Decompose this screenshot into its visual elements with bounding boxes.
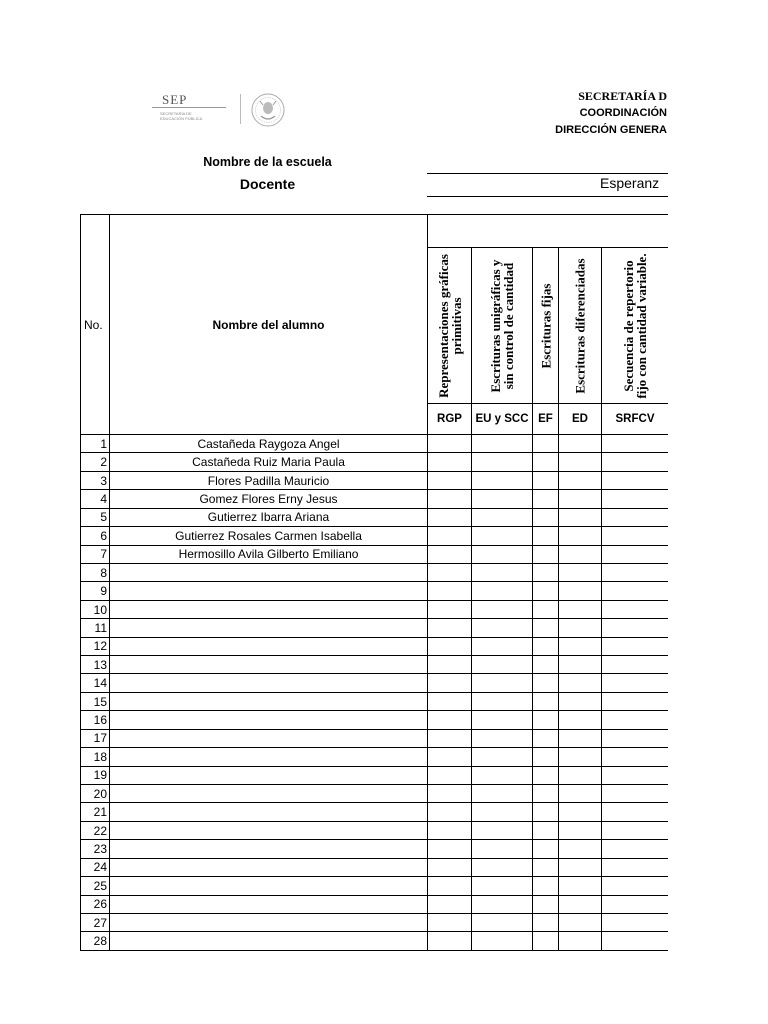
category-header-srfcv: Secuencia de repertorio fijo con cantidad variable. [602, 248, 669, 404]
evaluation-cell[interactable] [559, 711, 602, 729]
evaluation-cell[interactable] [472, 877, 533, 895]
table-row [81, 840, 669, 858]
evaluation-cell[interactable] [428, 656, 472, 674]
row-number: 24 [81, 858, 110, 876]
student-name-cell[interactable] [110, 748, 428, 766]
evaluation-cell[interactable] [533, 803, 559, 821]
evaluation-cell[interactable] [428, 600, 472, 618]
evaluation-cell[interactable] [428, 674, 472, 692]
evaluation-cell[interactable] [428, 766, 472, 784]
teacher-name-value: Esperanz [600, 175, 660, 191]
evaluation-cell[interactable] [533, 840, 559, 858]
category-group-header [428, 215, 669, 248]
row-number: 11 [81, 619, 110, 637]
evaluation-cell[interactable] [533, 766, 559, 784]
evaluation-cell[interactable] [428, 692, 472, 710]
evaluation-cell[interactable] [472, 563, 533, 581]
evaluation-cell[interactable] [602, 527, 669, 545]
evaluation-cell[interactable] [428, 858, 472, 876]
logo-subtitle-line: EDUCACIÓN PÚBLICA [160, 116, 203, 121]
sep-logo-text: SEP [162, 92, 188, 107]
student-evaluation-table [80, 214, 669, 951]
row-number: 1 [81, 435, 110, 453]
table-row [81, 674, 669, 692]
student-name-cell[interactable] [110, 582, 428, 600]
evaluation-cell[interactable] [472, 490, 533, 508]
evaluation-cell[interactable] [602, 563, 669, 581]
table-row [81, 508, 669, 526]
student-name-cell[interactable] [110, 674, 428, 692]
student-name-cell[interactable] [110, 656, 428, 674]
row-number: 27 [81, 913, 110, 931]
student-name-cell[interactable]: Gutierrez Rosales Carmen Isabella [110, 527, 428, 545]
evaluation-cell[interactable] [559, 508, 602, 526]
evaluation-cell[interactable] [602, 858, 669, 876]
school-name-field-line [427, 173, 668, 174]
row-number: 6 [81, 527, 110, 545]
table-row [81, 729, 669, 747]
evaluation-cell[interactable] [472, 619, 533, 637]
abbr-eu-scc: EU y SCC [472, 404, 533, 435]
evaluation-cell[interactable] [559, 766, 602, 784]
evaluation-cell[interactable] [602, 785, 669, 803]
evaluation-cell[interactable] [559, 785, 602, 803]
evaluation-cell[interactable] [602, 674, 669, 692]
evaluation-cell[interactable] [428, 932, 472, 950]
row-number: 7 [81, 545, 110, 563]
evaluation-cell[interactable] [472, 656, 533, 674]
student-name-cell[interactable] [110, 785, 428, 803]
row-number: 18 [81, 748, 110, 766]
student-name-cell[interactable]: Gomez Flores Erny Jesus [110, 490, 428, 508]
evaluation-cell[interactable] [428, 637, 472, 655]
row-number: 12 [81, 637, 110, 655]
evaluation-cell[interactable] [559, 877, 602, 895]
evaluation-cell[interactable] [559, 821, 602, 839]
evaluation-cell[interactable] [533, 674, 559, 692]
evaluation-cell[interactable] [559, 637, 602, 655]
student-name-cell[interactable] [110, 821, 428, 839]
table-row [81, 453, 669, 471]
logo-separator [240, 94, 241, 124]
evaluation-cell[interactable] [559, 563, 602, 581]
evaluation-cell[interactable] [602, 766, 669, 784]
evaluation-cell[interactable] [602, 711, 669, 729]
row-number: 8 [81, 563, 110, 581]
column-header-student-name: Nombre del alumno [110, 215, 428, 435]
school-name-label: Nombre de la escuela [203, 155, 332, 169]
evaluation-cell[interactable] [428, 471, 472, 489]
evaluation-cell[interactable] [602, 637, 669, 655]
table-row [81, 785, 669, 803]
evaluation-cell[interactable] [602, 471, 669, 489]
evaluation-cell[interactable] [533, 932, 559, 950]
evaluation-cell[interactable] [602, 508, 669, 526]
evaluation-cell[interactable] [559, 932, 602, 950]
evaluation-cell[interactable] [533, 490, 559, 508]
evaluation-cell[interactable] [533, 692, 559, 710]
evaluation-cell[interactable] [428, 821, 472, 839]
teacher-field-line [427, 196, 668, 197]
table-row [81, 766, 669, 784]
table-row [81, 877, 669, 895]
table-row [81, 692, 669, 710]
evaluation-cell[interactable] [559, 453, 602, 471]
row-number: 22 [81, 821, 110, 839]
abbr-ef: EF [533, 404, 559, 435]
evaluation-cell[interactable] [428, 435, 472, 453]
evaluation-cell[interactable] [533, 821, 559, 839]
evaluation-cell[interactable] [559, 656, 602, 674]
student-name-cell[interactable] [110, 877, 428, 895]
row-number: 21 [81, 803, 110, 821]
table-row [81, 582, 669, 600]
table-row [81, 435, 669, 453]
evaluation-cell[interactable] [472, 858, 533, 876]
student-name-cell[interactable] [110, 840, 428, 858]
table-row [81, 545, 669, 563]
evaluation-cell[interactable] [428, 545, 472, 563]
institution-line-1: SECRETARÍA D [578, 89, 667, 103]
evaluation-cell[interactable] [472, 471, 533, 489]
evaluation-cell[interactable] [602, 600, 669, 618]
evaluation-cell[interactable] [602, 435, 669, 453]
student-name-cell[interactable] [110, 913, 428, 931]
sep-logo-subtitle [160, 111, 230, 121]
institution-line-2: COORDINACIÓN [579, 107, 667, 119]
table-row [81, 821, 669, 839]
row-number: 25 [81, 877, 110, 895]
evaluation-cell[interactable] [533, 895, 559, 913]
row-number: 14 [81, 674, 110, 692]
evaluation-cell[interactable] [472, 637, 533, 655]
evaluation-cell[interactable] [472, 932, 533, 950]
table-row [81, 471, 669, 489]
evaluation-cell[interactable] [602, 490, 669, 508]
evaluation-cell[interactable] [533, 600, 559, 618]
evaluation-cell[interactable] [472, 840, 533, 858]
evaluation-cell[interactable] [472, 527, 533, 545]
evaluation-cell[interactable] [472, 821, 533, 839]
evaluation-cell[interactable] [472, 895, 533, 913]
row-number: 19 [81, 766, 110, 784]
evaluation-cell[interactable] [428, 619, 472, 637]
evaluation-cell[interactable] [472, 435, 533, 453]
evaluation-cell[interactable] [533, 582, 559, 600]
evaluation-cell[interactable] [428, 840, 472, 858]
evaluation-cell[interactable] [428, 563, 472, 581]
evaluation-cell[interactable] [472, 545, 533, 563]
student-name-cell[interactable] [110, 729, 428, 747]
evaluation-cell[interactable] [602, 803, 669, 821]
evaluation-cell[interactable] [472, 766, 533, 784]
evaluation-cell[interactable] [559, 674, 602, 692]
student-name-cell[interactable]: Castañeda Ruiz Maria Paula [110, 453, 428, 471]
category-header-ed: Escrituras diferenciadas [559, 248, 602, 404]
student-name-cell[interactable] [110, 895, 428, 913]
evaluation-cell[interactable] [602, 840, 669, 858]
evaluation-cell[interactable] [602, 932, 669, 950]
table-row [81, 637, 669, 655]
evaluation-cell[interactable] [559, 435, 602, 453]
evaluation-cell[interactable] [559, 471, 602, 489]
student-rows [81, 435, 669, 951]
institution-line-3: DIRECCIÓN GENERA [555, 124, 667, 136]
evaluation-cell[interactable] [428, 490, 472, 508]
row-number: 23 [81, 840, 110, 858]
evaluation-cell[interactable] [602, 545, 669, 563]
student-name-cell[interactable] [110, 803, 428, 821]
evaluation-cell[interactable] [428, 508, 472, 526]
evaluation-cell[interactable] [559, 803, 602, 821]
table-row [81, 563, 669, 581]
table-row [81, 619, 669, 637]
abbr-rgp: RGP [428, 404, 472, 435]
evaluation-cell[interactable] [472, 729, 533, 747]
evaluation-cell[interactable] [428, 895, 472, 913]
evaluation-cell[interactable] [428, 729, 472, 747]
row-number: 16 [81, 711, 110, 729]
table-row [81, 748, 669, 766]
row-number: 10 [81, 600, 110, 618]
institution-header [555, 88, 667, 139]
student-name-cell[interactable]: Gutierrez Ibarra Ariana [110, 508, 428, 526]
table-row [81, 932, 669, 950]
evaluation-cell[interactable] [533, 729, 559, 747]
column-header-number: No. [81, 215, 110, 435]
page-edge-clip [668, 200, 768, 1000]
student-name-cell[interactable] [110, 637, 428, 655]
national-seal-icon [248, 92, 288, 128]
evaluation-cell[interactable] [533, 858, 559, 876]
evaluation-cell[interactable] [602, 913, 669, 931]
evaluation-cell[interactable] [602, 729, 669, 747]
evaluation-cell[interactable] [602, 877, 669, 895]
evaluation-cell[interactable] [472, 600, 533, 618]
table-row [81, 656, 669, 674]
evaluation-cell[interactable] [559, 913, 602, 931]
row-number: 5 [81, 508, 110, 526]
evaluation-cell[interactable] [602, 656, 669, 674]
table-row [81, 527, 669, 545]
evaluation-cell[interactable] [559, 748, 602, 766]
row-number: 3 [81, 471, 110, 489]
student-name-cell[interactable]: Hermosillo Avila Gilberto Emiliano [110, 545, 428, 563]
evaluation-cell[interactable] [533, 545, 559, 563]
evaluation-cell[interactable] [533, 471, 559, 489]
evaluation-cell[interactable] [559, 692, 602, 710]
table-row [81, 490, 669, 508]
student-name-cell[interactable] [110, 692, 428, 710]
evaluation-cell[interactable] [559, 895, 602, 913]
evaluation-cell[interactable] [472, 748, 533, 766]
evaluation-cell[interactable] [428, 527, 472, 545]
evaluation-cell[interactable] [428, 453, 472, 471]
logo-subtitle-line: SECRETARÍA DE [160, 111, 192, 116]
table-row [81, 803, 669, 821]
evaluation-cell[interactable] [602, 582, 669, 600]
evaluation-cell[interactable] [472, 692, 533, 710]
logo-divider-line [152, 107, 226, 108]
student-name-cell[interactable] [110, 619, 428, 637]
evaluation-cell[interactable] [428, 877, 472, 895]
student-name-cell[interactable] [110, 858, 428, 876]
evaluation-cell[interactable] [472, 711, 533, 729]
evaluation-cell[interactable] [533, 527, 559, 545]
row-number: 4 [81, 490, 110, 508]
evaluation-cell[interactable] [559, 600, 602, 618]
evaluation-cell[interactable] [559, 840, 602, 858]
student-name-cell[interactable] [110, 563, 428, 581]
evaluation-cell[interactable] [428, 913, 472, 931]
sep-logo [150, 92, 300, 130]
evaluation-cell[interactable] [533, 711, 559, 729]
table-row [81, 895, 669, 913]
evaluation-cell[interactable] [472, 508, 533, 526]
evaluation-cell[interactable] [602, 453, 669, 471]
row-number: 2 [81, 453, 110, 471]
evaluation-cell[interactable] [428, 785, 472, 803]
row-number: 26 [81, 895, 110, 913]
evaluation-cell[interactable] [472, 453, 533, 471]
evaluation-cell[interactable] [559, 490, 602, 508]
evaluation-cell[interactable] [533, 435, 559, 453]
student-name-cell[interactable] [110, 932, 428, 950]
student-name-cell[interactable]: Castañeda Raygoza Angel [110, 435, 428, 453]
evaluation-cell[interactable] [472, 582, 533, 600]
evaluation-cell[interactable] [472, 674, 533, 692]
table-row [81, 913, 669, 931]
table-row [81, 600, 669, 618]
evaluation-cell[interactable] [602, 821, 669, 839]
row-number: 9 [81, 582, 110, 600]
student-name-cell[interactable] [110, 766, 428, 784]
evaluation-cell[interactable] [559, 729, 602, 747]
evaluation-cell[interactable] [559, 619, 602, 637]
evaluation-cell[interactable] [533, 637, 559, 655]
evaluation-cell[interactable] [428, 582, 472, 600]
evaluation-cell[interactable] [602, 692, 669, 710]
evaluation-cell[interactable] [472, 803, 533, 821]
row-number: 28 [81, 932, 110, 950]
student-name-cell[interactable]: Flores Padilla Mauricio [110, 471, 428, 489]
category-header-ef: Escrituras fijas [533, 248, 559, 404]
evaluation-cell[interactable] [428, 711, 472, 729]
evaluation-cell[interactable] [428, 748, 472, 766]
row-number: 15 [81, 692, 110, 710]
abbr-ed: ED [559, 404, 602, 435]
evaluation-cell[interactable] [472, 913, 533, 931]
category-header-rgp: Representaciones gráficas primitivas [428, 248, 472, 404]
row-number: 13 [81, 656, 110, 674]
evaluation-cell[interactable] [533, 453, 559, 471]
evaluation-cell[interactable] [533, 508, 559, 526]
evaluation-cell[interactable] [533, 656, 559, 674]
evaluation-cell[interactable] [533, 877, 559, 895]
student-name-cell[interactable] [110, 600, 428, 618]
evaluation-cell[interactable] [533, 619, 559, 637]
teacher-label: Docente [239, 176, 296, 192]
evaluation-cell[interactable] [533, 748, 559, 766]
evaluation-cell[interactable] [559, 582, 602, 600]
table-row [81, 711, 669, 729]
table-row [81, 858, 669, 876]
student-name-cell[interactable] [110, 711, 428, 729]
evaluation-cell[interactable] [602, 895, 669, 913]
abbr-srfcv: SRFCV [602, 404, 669, 435]
evaluation-cell[interactable] [559, 527, 602, 545]
row-number: 17 [81, 729, 110, 747]
evaluation-cell[interactable] [428, 803, 472, 821]
evaluation-cell[interactable] [602, 748, 669, 766]
evaluation-cell[interactable] [533, 785, 559, 803]
evaluation-cell[interactable] [533, 913, 559, 931]
row-number: 20 [81, 785, 110, 803]
evaluation-cell[interactable] [559, 545, 602, 563]
evaluation-cell[interactable] [533, 563, 559, 581]
evaluation-cell[interactable] [559, 858, 602, 876]
category-header-eu-scc: Escrituras unigráficas y sin control de cantidad [472, 248, 533, 404]
evaluation-cell[interactable] [472, 785, 533, 803]
evaluation-cell[interactable] [602, 619, 669, 637]
